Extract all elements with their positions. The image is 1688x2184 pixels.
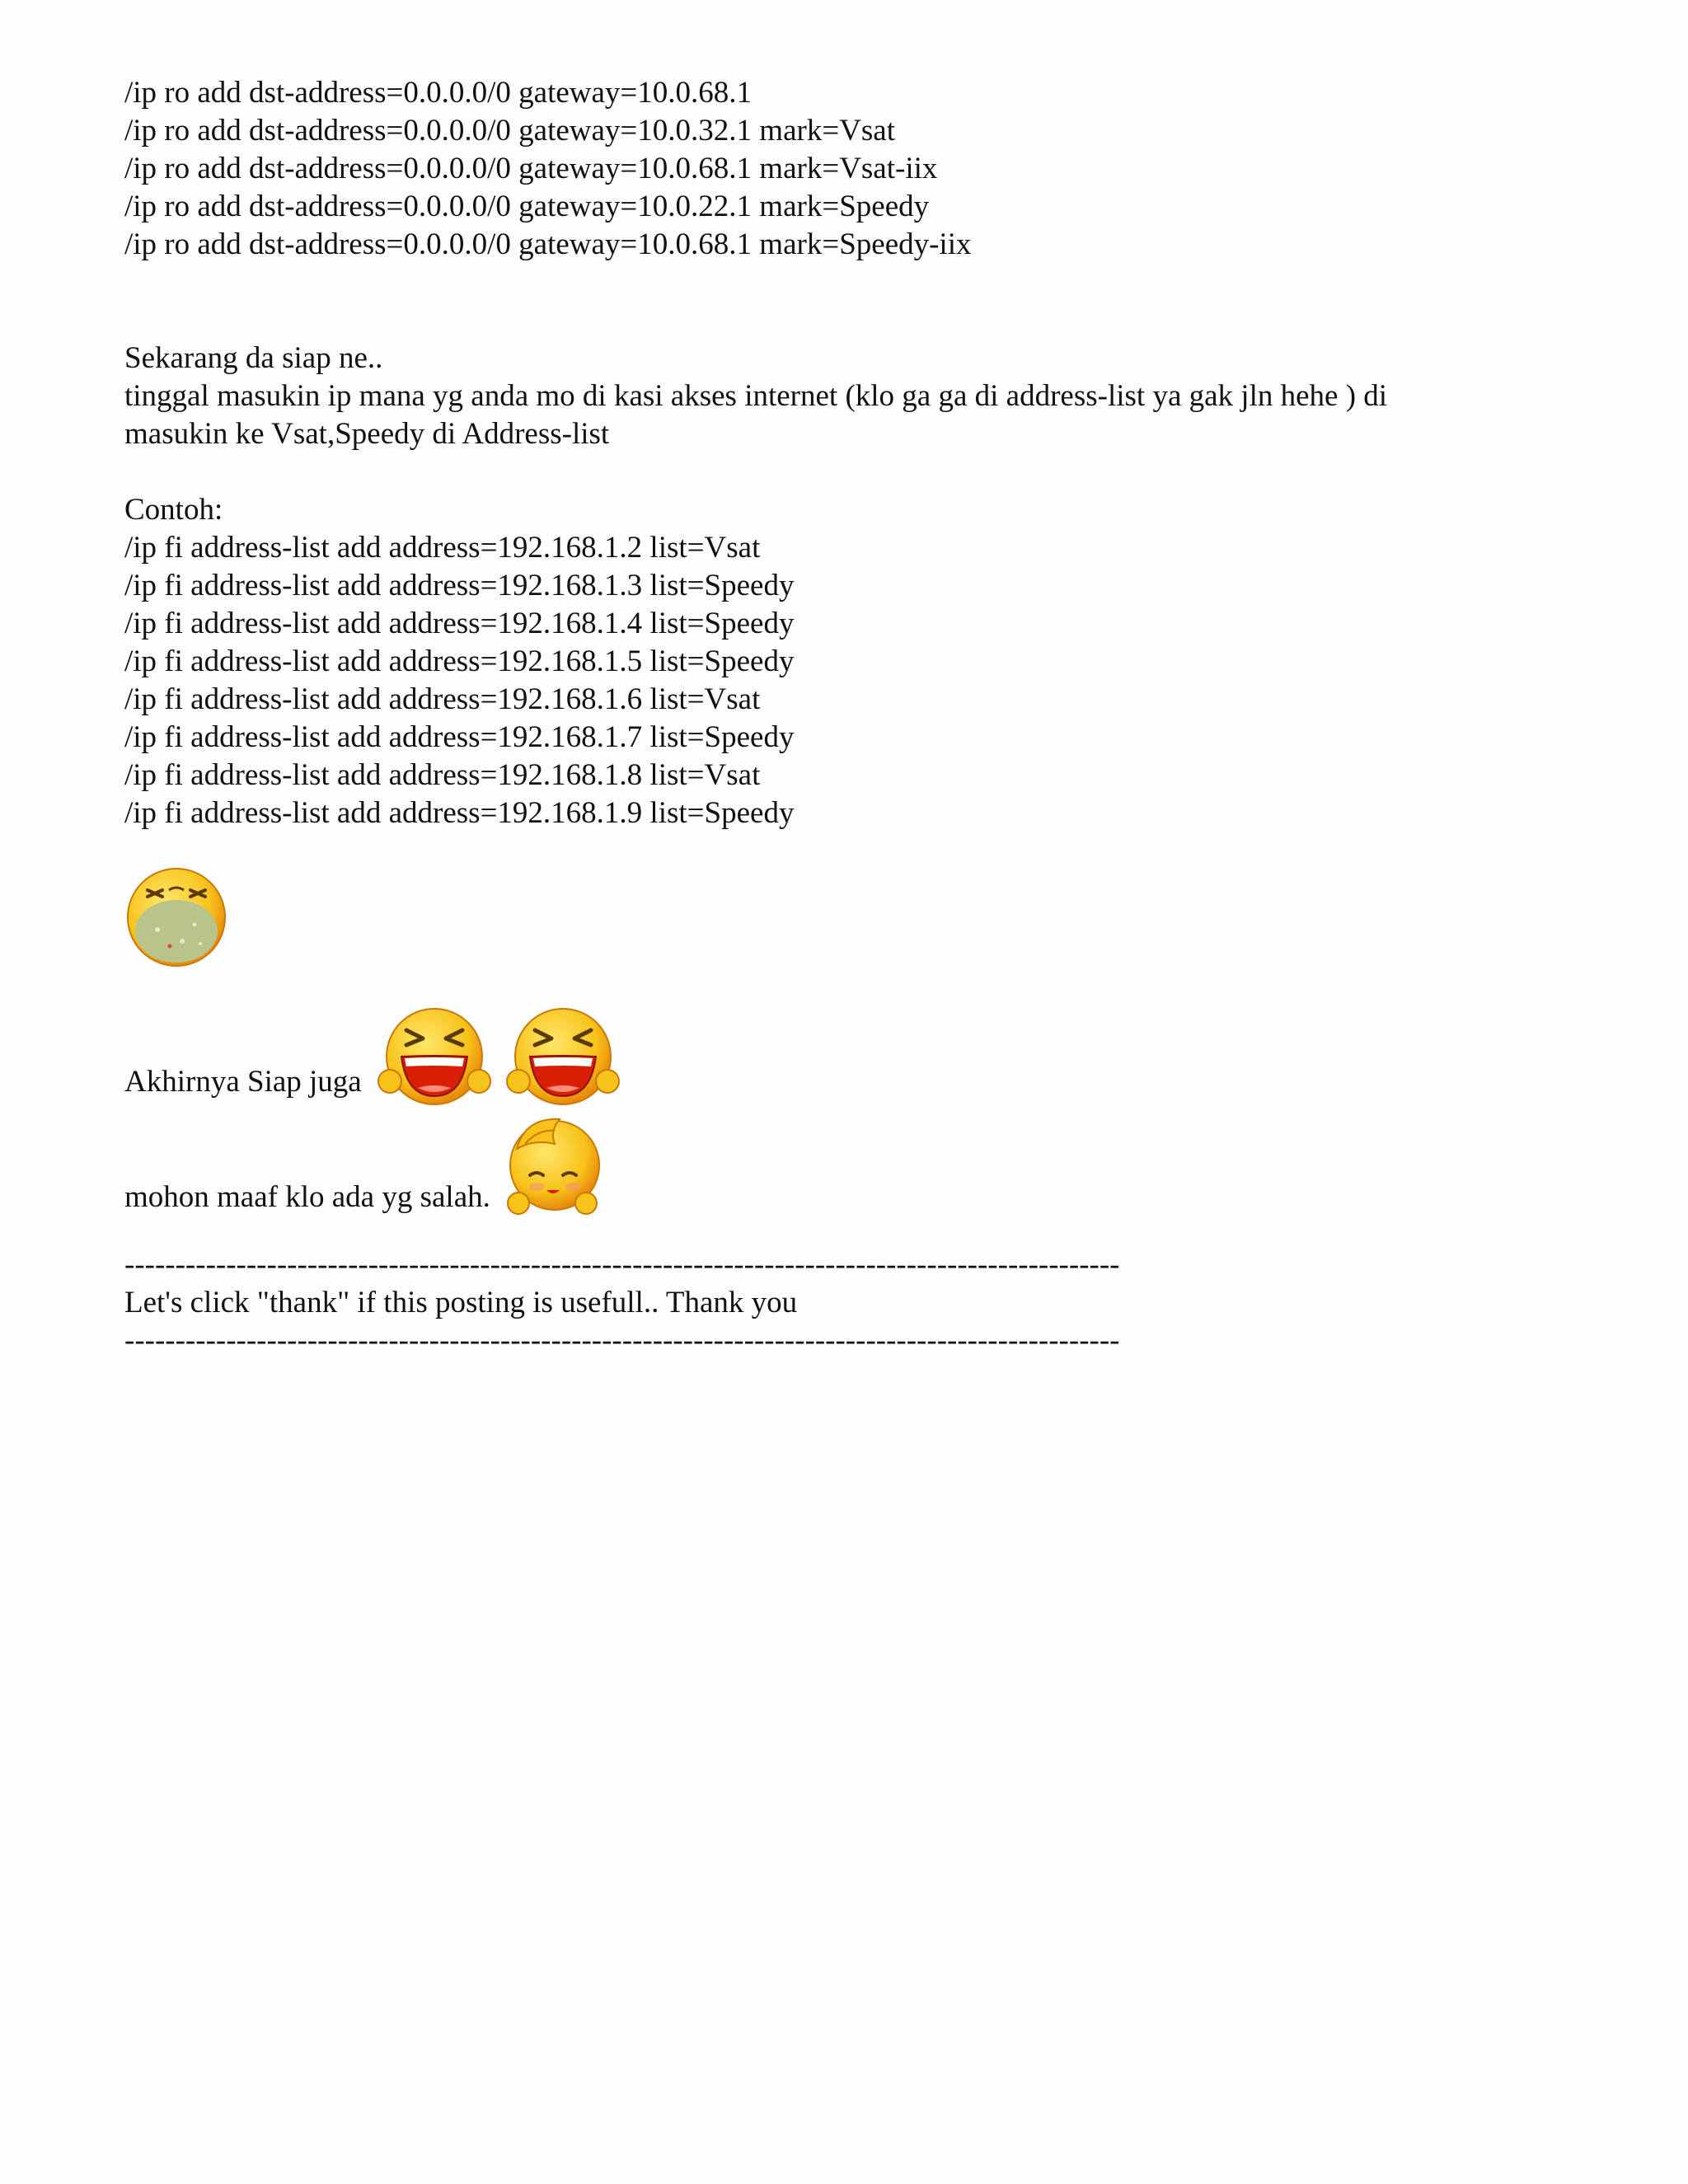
- separator-line: --------------------------------------------------------------------------------------------------: [124, 1248, 1120, 1282]
- done-text: Akhirnya Siap juga: [124, 1065, 362, 1099]
- address-list-command: /ip fi address-list add address=192.168.1.3 list=Speedy: [124, 569, 795, 602]
- address-list-command: /ip fi address-list add address=192.168.1.4 list=Speedy: [124, 607, 795, 640]
- thanks-text: Let's click "thank" if this posting is usefull.. Thank you: [124, 1286, 798, 1319]
- route-command: /ip ro add dst-address=0.0.0.0/0 gateway=10.0.68.1 mark=Speedy-iix: [124, 227, 972, 261]
- route-command: /ip ro add dst-address=0.0.0.0/0 gateway=10.0.68.1 mark=Vsat-iix: [124, 152, 938, 185]
- intro-line: Sekarang da siap ne..: [124, 341, 383, 375]
- signature-block: [124, 1246, 1608, 1360]
- spacer: [124, 453, 1608, 491]
- address-list-command: /ip fi address-list add address=192.168.1.8 list=Vsat: [124, 758, 761, 792]
- sick-emoji-icon: [124, 865, 228, 969]
- route-command: /ip ro add dst-address=0.0.0.0/0 gateway=10.0.68.1: [124, 76, 753, 110]
- route-command: /ip ro add dst-address=0.0.0.0/0 gateway=10.0.22.1 mark=Speedy: [124, 190, 930, 223]
- intro-paragraph: [124, 340, 1608, 453]
- address-list-command: /ip fi address-list add address=192.168.1.6 list=Vsat: [124, 682, 761, 716]
- route-command: /ip ro add dst-address=0.0.0.0/0 gateway=10.0.32.1 mark=Vsat: [124, 114, 896, 148]
- post-body: [124, 74, 1608, 1360]
- address-list-command: /ip fi address-list add address=192.168.1.9 list=Speedy: [124, 796, 795, 830]
- apology-line: [124, 1109, 1608, 1216]
- address-list-command: /ip fi address-list add address=192.168.1.7 list=Speedy: [124, 720, 795, 754]
- intro-line: masukin ke Vsat,Speedy di Address-list: [124, 417, 610, 451]
- address-list-command: /ip fi address-list add address=192.168.1.5 list=Speedy: [124, 644, 795, 678]
- spacer: [124, 1216, 1608, 1246]
- route-command-block: [124, 74, 1608, 264]
- separator-line: --------------------------------------------------------------------------------------------------: [124, 1324, 1120, 1357]
- laughing-emoji-icon: [505, 1005, 621, 1109]
- example-block: [124, 491, 1608, 832]
- done-line: [124, 1002, 1608, 1109]
- sick-emoji-row: [124, 865, 1608, 972]
- address-list-command: /ip fi address-list add address=192.168.1.2 list=Vsat: [124, 531, 761, 565]
- shy-emoji-icon: [500, 1111, 603, 1216]
- spacer: [124, 264, 1608, 340]
- apology-text: mohon maaf klo ada yg salah.: [124, 1180, 490, 1214]
- intro-line: tinggal masukin ip mana yg anda mo di kasi akses internet (klo ga ga di address-list ya gak jln hehe ) di: [124, 379, 1388, 413]
- laughing-emoji-icon: [377, 1005, 492, 1109]
- example-label: Contoh:: [124, 493, 223, 527]
